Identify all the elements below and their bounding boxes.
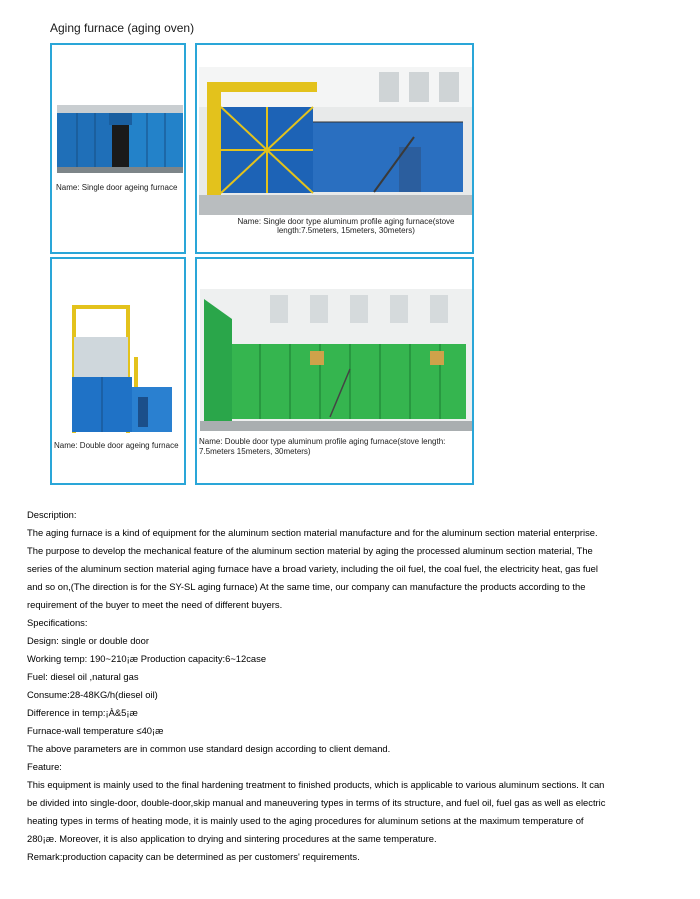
double-door-caption: Name: Double door ageing furnace <box>54 441 179 450</box>
page-title: Aging furnace (aging oven) <box>50 21 195 35</box>
product-description <box>27 506 667 866</box>
single-door-furnace-photo <box>57 105 183 173</box>
gallery-item-single-door-profile[interactable] <box>195 43 474 254</box>
description-line: heating types in terms of heating mode, it is mainly used to the aging procedures for aluminum setions at the maximum temperature of <box>27 815 584 826</box>
description-line: The aging furnace is a kind of equipment for the aluminum section material manufacture and for the aluminum section material enterprise. <box>27 527 598 538</box>
gallery-item-single-door[interactable] <box>50 43 186 254</box>
single-door-caption: Name: Single door ageing furnace <box>56 183 178 192</box>
single-door-profile-furnace-photo <box>199 67 472 215</box>
description-line: The purpose to develop the mechanical feature of the aluminum section material by aging the processed aluminum section material, The <box>27 545 593 556</box>
single-door-profile-caption-line1: Name: Single door type aluminum profile aging furnace(stove <box>237 217 455 226</box>
description-line: Consume:28-48KG/h(diesel oil) <box>27 689 158 700</box>
description-line: This equipment is mainly used to the final hardening treatment to finished products, which is applicable to various aluminum sections. It can <box>27 779 605 790</box>
description-line: Specifications: <box>27 617 88 628</box>
double-door-profile-caption-line1: Name: Double door type aluminum profile aging furnace(stove length: <box>199 437 446 446</box>
gallery-item-double-door[interactable] <box>50 257 186 485</box>
gallery-item-double-door-profile[interactable] <box>195 257 474 485</box>
description-line: 280¡æ. Moreover, it is also application to drying and sintering procedures at the same temperature. <box>27 833 437 844</box>
description-line: be divided into single-door, double-door,skip manual and maneuvering types in terms of its structure, and fuel oil, fuel gas as well as electric <box>27 797 606 808</box>
description-line: Difference in temp:¡À&5¡æ <box>27 707 138 718</box>
double-door-profile-furnace-photo <box>200 289 472 431</box>
description-line: Fuel: diesel oil ,natural gas <box>27 671 139 682</box>
description-line: Working temp: 190~210¡æ Production capacity:6~12case <box>27 653 267 664</box>
description-line: The above parameters are in common use standard design according to client demand. <box>27 743 391 754</box>
description-line: requirement of the buyer to meet the need of different buyers. <box>27 599 283 610</box>
double-door-profile-caption-line2: 7.5meters 15meters, 30meters) <box>199 447 311 456</box>
description-line: series of the aluminum section material aging furnace have a broad variety, including the oil fuel, the coal fuel, the electricity heat, gas fuel <box>27 563 598 574</box>
description-line: Description: <box>27 509 77 520</box>
description-line: Feature: <box>27 761 62 772</box>
description-line: Remark:production capacity can be determined as per customers' requirements. <box>27 851 360 862</box>
double-door-furnace-photo <box>64 297 176 439</box>
description-line: and so on,(The direction is for the SY-SL aging furnace) At the same time, our company can manufacture the products according to the <box>27 581 586 592</box>
description-line: Design: single or double door <box>27 635 149 646</box>
single-door-profile-caption-line2: length:7.5meters, 15meters, 30meters) <box>277 226 415 235</box>
description-line: Furnace-wall temperature ≤40¡æ <box>27 725 164 736</box>
